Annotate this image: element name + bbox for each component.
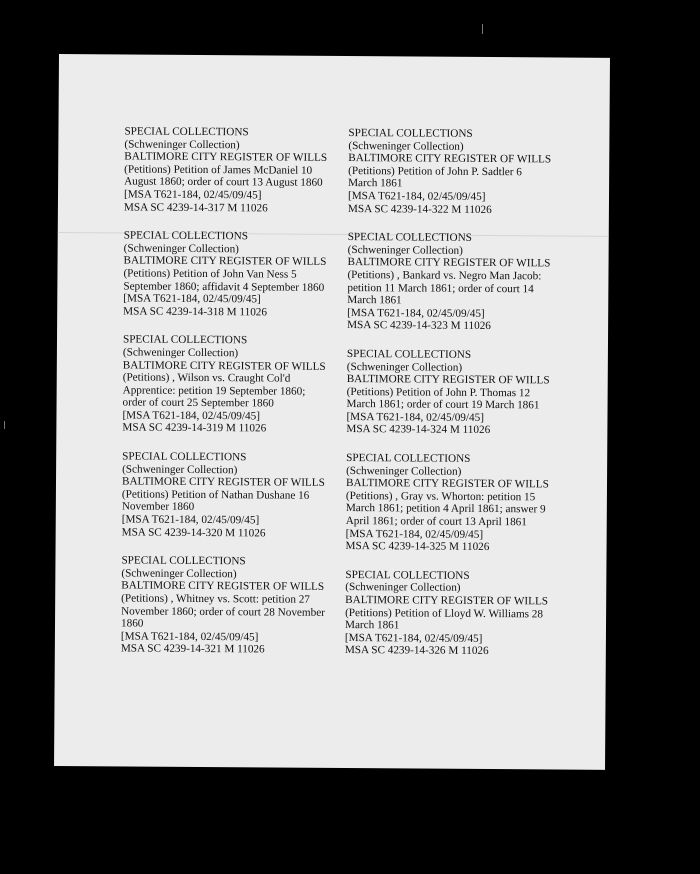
reference-code: [MSA T621-184, 02/45/09/45] (346, 410, 484, 424)
reference-code: [MSA T621-184, 02/45/09/45] (344, 631, 483, 645)
collection-subheading: (Schweninger Collection) (345, 581, 461, 595)
msa-number: MSA SC 4239-14-321 M 11026 (120, 642, 265, 656)
catalog-entry (348, 127, 561, 217)
collection-heading: SPECIAL COLLECTIONS (122, 450, 247, 464)
reference-code: [MSA T621-184, 02/45/09/45] (345, 527, 484, 541)
catalog-entry (345, 569, 558, 659)
entry-description: April 1861; order of court 13 April 1861 (345, 515, 527, 529)
reference-code: [MSA T621-184, 02/45/09/45] (347, 306, 485, 320)
collection-subheading: (Schweninger Collection) (122, 463, 238, 476)
entry-description: (Petitions) Petition of John P. Sadtler 6 (348, 164, 522, 179)
series-title: BALTIMORE CITY REGISTER OF WILLS (122, 358, 326, 373)
entry-description: (Petitions) , Whitney vs. Scott: petition 27 (121, 592, 310, 606)
msa-number: MSA SC 4239-14-323 M 11026 (347, 319, 491, 333)
msa-number: MSA SC 4239-14-319 M 11026 (122, 421, 267, 435)
collection-subheading: (Schweninger Collection) (348, 139, 464, 153)
entry-description: Apprentice: petition 19 September 1860; (122, 384, 306, 398)
catalog-entry (346, 452, 559, 554)
msa-number: MSA SC 4239-14-320 M 11026 (121, 526, 266, 540)
collection-subheading: (Schweninger Collection) (346, 360, 463, 374)
reference-code: [MSA T621-184, 02/45/09/45] (121, 513, 260, 527)
catalog-entry (124, 125, 335, 215)
entry-description: (Petitions) Petition of James McDaniel 10 (124, 163, 313, 177)
entry-description: order of court 25 September 1860 (122, 396, 274, 410)
collection-heading: SPECIAL COLLECTIONS (123, 229, 248, 243)
entry-description: March 1861 (347, 294, 402, 307)
collection-heading: SPECIAL COLLECTIONS (348, 127, 473, 140)
msa-number: MSA SC 4239-14-326 M 11026 (344, 644, 489, 658)
entry-description: March 1861; order of court 19 March 1861 (346, 398, 540, 412)
collection-heading: SPECIAL COLLECTIONS (122, 333, 248, 347)
series-title: BALTIMORE CITY REGISTER OF WILLS (124, 150, 328, 165)
entry-description: September 1860; affidavit 4 September 1860 (123, 279, 325, 294)
entry-description: March 1861 (344, 619, 400, 632)
catalog-entry (347, 231, 560, 333)
catalog-entry (123, 230, 334, 320)
entry-description: (Petitions) Petition of John Van Ness 5 (123, 267, 297, 281)
msa-number: MSA SC 4239-14-324 M 11026 (346, 423, 491, 437)
collection-subheading: (Schweninger Collection) (123, 242, 239, 256)
collection-heading: SPECIAL COLLECTIONS (346, 452, 471, 465)
entry-description: August 1860; order of court 13 August 1860 (124, 175, 323, 190)
collection-heading: SPECIAL COLLECTIONS (345, 568, 470, 582)
msa-number: MSA SC 4239-14-325 M 11026 (345, 540, 490, 554)
reference-code: [MSA T621-184, 02/45/09/45] (123, 188, 262, 202)
collection-heading: SPECIAL COLLECTIONS (347, 231, 472, 245)
entry-description: March 1861; petition 4 April 1861; answer 9 (345, 502, 546, 516)
series-title: BALTIMORE CITY REGISTER OF WILLS (121, 579, 325, 594)
entry-description: 1860 (120, 617, 144, 630)
series-title: BALTIMORE CITY REGISTER OF WILLS (345, 594, 549, 608)
right-column (345, 127, 561, 658)
series-title: BALTIMORE CITY REGISTER OF WILLS (123, 254, 327, 269)
series-title: BALTIMORE CITY REGISTER OF WILLS (347, 256, 551, 270)
series-title: BALTIMORE CITY REGISTER OF WILLS (345, 477, 549, 491)
catalog-entry (122, 334, 333, 436)
catalog-entry (346, 348, 559, 438)
entry-description: (Petitions) Petition of Lloyd W. Williams 28 (345, 606, 544, 620)
entry-description: (Petitions) , Gray vs. Whorton: petition 15 (345, 489, 536, 504)
left-column (121, 125, 335, 656)
collection-subheading: (Schweninger Collection) (346, 464, 462, 478)
document-page (54, 54, 610, 770)
series-title: BALTIMORE CITY REGISTER OF WILLS (346, 373, 550, 387)
msa-number: MSA SC 4239-14-318 M 11026 (123, 305, 268, 319)
entry-description: petition 11 March 1861; order of court 14 (347, 281, 534, 295)
reference-code: [MSA T621-184, 02/45/09/45] (120, 630, 259, 644)
collection-heading: SPECIAL COLLECTIONS (346, 347, 472, 361)
msa-number: MSA SC 4239-14-317 M 11026 (123, 201, 268, 215)
entry-description: (Petitions) Petition of John P. Thomas 12 (346, 385, 531, 399)
catalog-entry (122, 451, 333, 541)
series-title: BALTIMORE CITY REGISTER OF WILLS (121, 475, 325, 490)
collection-subheading: (Schweninger Collection) (124, 138, 240, 151)
scan-artifact-mark (482, 24, 483, 34)
msa-number: MSA SC 4239-14-322 M 11026 (347, 202, 492, 216)
entry-description: (Petitions) , Bankard vs. Negro Man Jacob: (347, 268, 542, 283)
collection-subheading: (Schweninger Collection) (347, 243, 463, 257)
collection-subheading: (Schweninger Collection) (122, 346, 239, 360)
entry-description: (Petitions) , Wilson vs. Craught Col'd (122, 371, 291, 385)
entry-description: November 1860; order of court 28 November (121, 605, 325, 619)
entry-description: (Petitions) Petition of Nathan Dushane 16 (121, 488, 310, 502)
scan-artifact-mark (4, 421, 5, 429)
series-title: BALTIMORE CITY REGISTER OF WILLS (348, 152, 552, 166)
collection-heading: SPECIAL COLLECTIONS (121, 554, 246, 568)
collection-heading: SPECIAL COLLECTIONS (124, 125, 249, 139)
catalog-entry (121, 555, 332, 657)
reference-code: [MSA T621-184, 02/45/09/45] (122, 409, 260, 423)
entry-description: November 1860 (121, 500, 195, 514)
reference-code: [MSA T621-184, 02/45/09/45] (347, 189, 486, 203)
entry-description: March 1861 (348, 177, 403, 190)
collection-subheading: (Schweninger Collection) (121, 567, 237, 581)
reference-code: [MSA T621-184, 02/45/09/45] (123, 292, 261, 306)
